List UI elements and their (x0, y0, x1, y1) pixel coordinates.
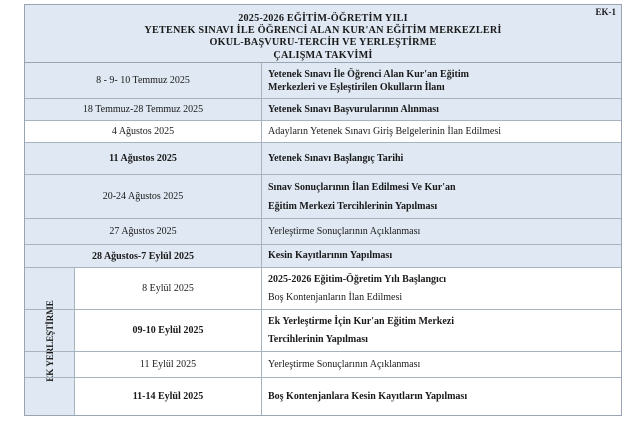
row-desc (261, 378, 621, 415)
row-desc-line-1: Yerleştirme Sonuçlarının Açıklanması (268, 225, 421, 237)
row-date: 20-24 Ağustos 2025 (102, 191, 184, 202)
row-desc (261, 219, 621, 244)
row-date: 18 Temmuz-28 Temmuz 2025 (82, 104, 204, 115)
table-row (25, 143, 621, 175)
row-desc (261, 63, 621, 98)
header-line-4: ÇALIŞMA TAKVİMİ (273, 49, 373, 61)
header-line-2: YETENEK SINAVI İLE ÖĞRENCİ ALAN KUR'AN EĞİTİM MERKEZLERİ (144, 25, 502, 37)
row-desc-line-2: Boş Kontenjanların İlan Edilmesi (268, 291, 403, 303)
row-desc-line-1: Yetenek Sınavı İle Öğrenci Alan Kur'an Eğitim (268, 68, 469, 80)
row-desc (261, 143, 621, 174)
row-desc-line-2: Merkezleri ve Eşleştirilen Okulların İlanı (268, 81, 445, 93)
row-date: 4 Ağustos 2025 (111, 126, 175, 137)
row-desc-line-1: Kesin Kayıtlarının Yapılması (268, 250, 393, 261)
table-header (25, 5, 621, 63)
row-date: 11-14 Eylül 2025 (132, 391, 204, 402)
row-date: 09-10 Eylül 2025 (132, 325, 204, 336)
row-desc-line-2: Eğitim Merkezi Tercihlerinin Yapılması (268, 200, 438, 212)
row-desc (261, 175, 621, 218)
row-desc (261, 310, 621, 351)
row-desc-line-1: Ek Yerleştirme İçin Kur'an Eğitim Merkezi (268, 315, 454, 327)
row-desc-line-1: Yetenek Sınavı Başlangıç Tarihi (268, 152, 404, 164)
row-date: 8 - 9- 10 Temmuz 2025 (96, 75, 190, 86)
table-row (25, 268, 621, 310)
row-desc-line-1: 2025-2026 Eğitim-Öğretim Yılı Başlangıcı (268, 273, 447, 285)
row-date: 8 Eylül 2025 (142, 283, 194, 294)
table-row (25, 219, 621, 245)
row-desc-line-1: Sınav Sonuçlarının İlan Edilmesi Ve Kur'an (268, 181, 456, 193)
row-desc (261, 352, 621, 377)
row-desc (261, 121, 621, 142)
table-row (25, 378, 621, 415)
row-desc-line-1: Boş Kontenjanlara Kesin Kayıtların Yapılması (268, 390, 468, 402)
row-desc (261, 268, 621, 309)
header-line-1: 2025-2026 EĞİTİM-ÖĞRETİM YILI (238, 13, 408, 24)
table-row (25, 175, 621, 219)
header-line-3: OKUL-BAŞVURU-TERCİH VE YERLEŞTİRME (209, 37, 437, 49)
row-desc-line-1: Adayların Yetenek Sınavı Giriş Belgelerinin İlan Edilmesi (268, 125, 502, 137)
row-desc (261, 99, 621, 120)
calendar-table (24, 4, 622, 416)
row-date: 28 Ağustos-7 Eylül 2025 (92, 250, 194, 262)
row-date: 27 Ağustos 2025 (109, 226, 177, 237)
row-date: 11 Ağustos 2025 (109, 153, 177, 164)
table-row (25, 99, 621, 121)
table-row (25, 245, 621, 268)
table-row (25, 352, 621, 378)
table-row (25, 310, 621, 352)
ek-badge: EK-1 (595, 7, 616, 17)
table-row (25, 63, 621, 99)
row-desc-line-1: Yerleştirme Sonuçlarının Açıklanması (268, 358, 421, 370)
ek-yerlestirme-label: EK YERLEŞTİRME (45, 300, 55, 382)
row-date: 11 Eylül 2025 (139, 359, 197, 370)
row-desc (261, 245, 621, 267)
row-desc-line-2: Tercihlerinin Yapılması (268, 333, 368, 345)
table-row (25, 121, 621, 143)
row-desc-line-1: Yetenek Sınavı Başvurularının Alınması (268, 103, 439, 115)
